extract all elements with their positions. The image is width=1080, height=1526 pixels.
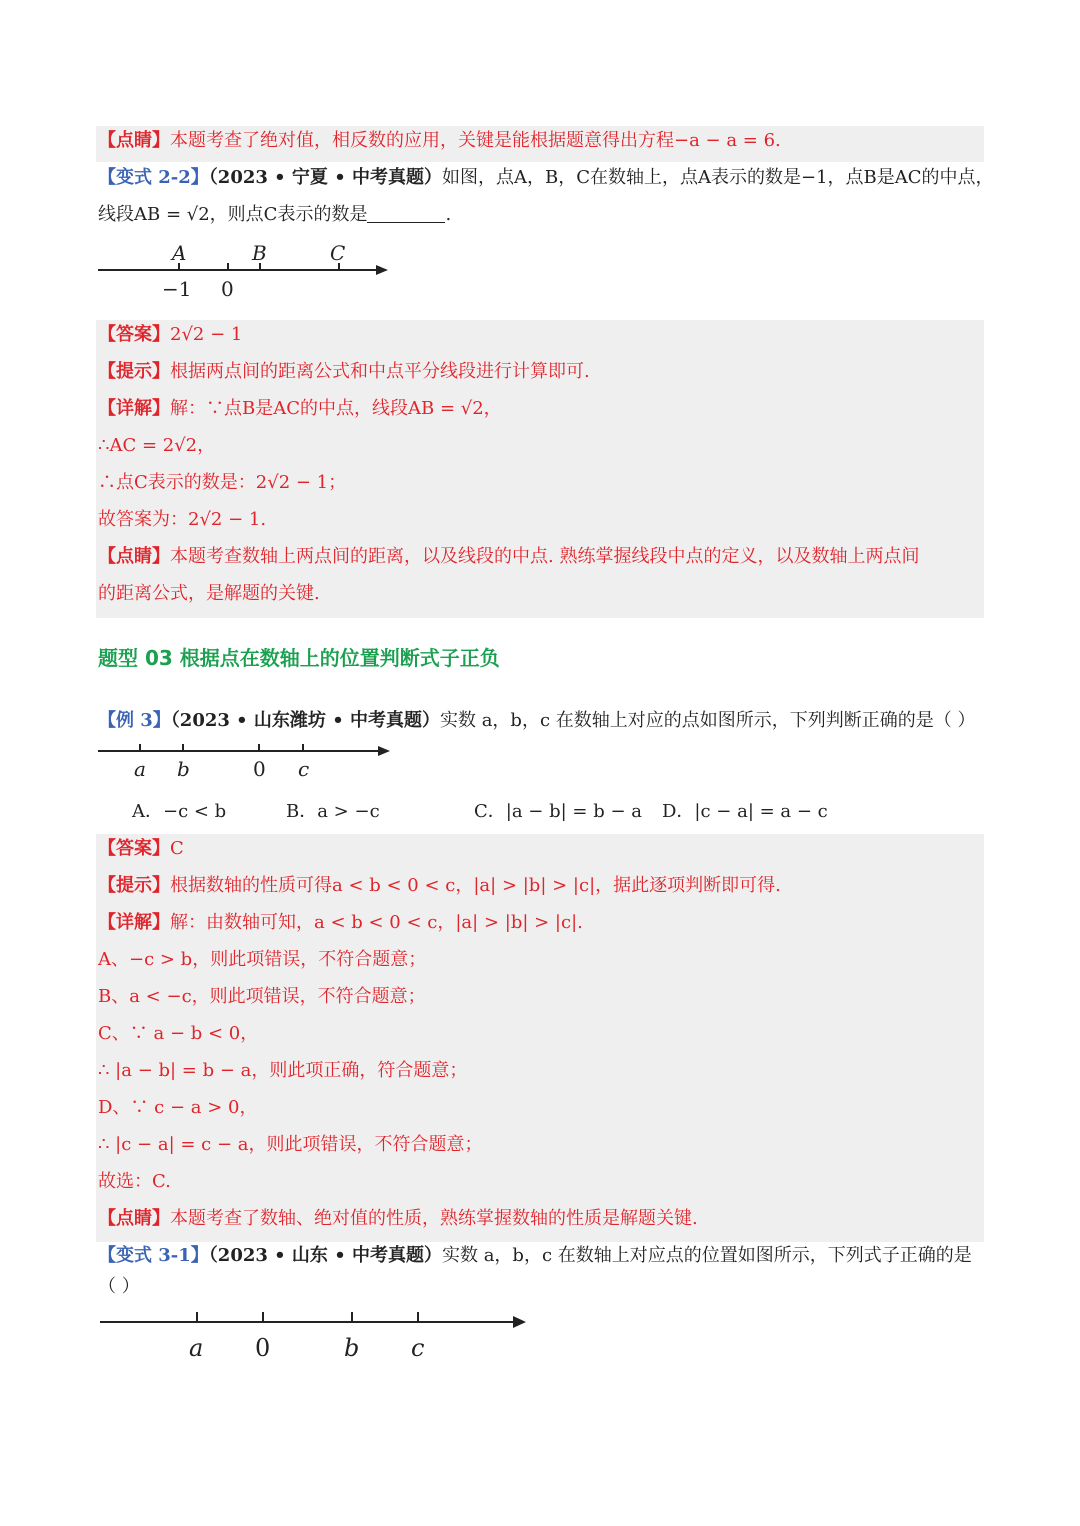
hint-tag: 【提示】 bbox=[98, 361, 170, 382]
hint-text: 根据数轴的性质可得a < b < 0 < c，|a| > |b| > |c|，据此逐项判断即可得. bbox=[170, 875, 781, 896]
answer-tag: 【答案】 bbox=[98, 324, 170, 345]
solution-step: A、−c > b，则此项错误，不符合题意； bbox=[98, 949, 427, 970]
label-a: a bbox=[134, 757, 146, 781]
example-tag: 【例 3】 bbox=[98, 710, 171, 731]
answer-blank bbox=[367, 204, 445, 223]
axis-arrow bbox=[513, 1316, 526, 1328]
number-line-figure bbox=[96, 1306, 536, 1366]
solution-step: ∴ |c − a| = c − a，则此项错误，不符合题意； bbox=[98, 1134, 483, 1155]
solution-step: 故答案为：2√2 − 1. bbox=[98, 509, 267, 530]
variant-question-line1 bbox=[98, 1241, 972, 1271]
variant-question-line2 bbox=[98, 200, 451, 230]
solution-step: ∴点C表示的数是：2√2 − 1； bbox=[98, 472, 347, 493]
detail-tag: 【详解】 bbox=[98, 912, 170, 933]
option-a: A．−c < b bbox=[132, 801, 227, 822]
note-line bbox=[98, 126, 781, 156]
variant-source: （2023 • 山东 • 中考真题） bbox=[208, 1245, 442, 1266]
note-tag: 【点睛】 bbox=[98, 130, 170, 151]
label-B: B bbox=[252, 241, 267, 265]
number-line-figure bbox=[96, 236, 396, 306]
solution-step: D、∵ c − a > 0， bbox=[98, 1097, 258, 1118]
label-c: c bbox=[298, 757, 310, 781]
option-d: D．|c − a| = a − c bbox=[662, 801, 828, 822]
hint-tag: 【提示】 bbox=[98, 875, 170, 896]
label-b: b bbox=[344, 1334, 360, 1362]
label-a: a bbox=[189, 1334, 204, 1362]
answer-line bbox=[98, 320, 242, 350]
answer-tag: 【答案】 bbox=[98, 838, 170, 859]
answer-value: 2√2 − 1 bbox=[170, 324, 243, 345]
detail-text: 解：∵点B是AC的中点，线段AB = √2， bbox=[170, 398, 502, 419]
solution-step: ∴AC = 2√2， bbox=[98, 435, 216, 456]
section-heading: 题型 03 根据点在数轴上的位置判断式子正负 bbox=[98, 646, 500, 670]
option-b: B．a > −c bbox=[286, 801, 380, 822]
example-source: （2023 • 山东潍坊 • 中考真题） bbox=[170, 710, 440, 731]
label-zero: 0 bbox=[221, 277, 234, 301]
note-text: 本题考查了数轴、绝对值的性质，熟练掌握数轴的性质是解题关键. bbox=[170, 1208, 698, 1229]
label-C: C bbox=[330, 241, 346, 265]
note-text-cont: 的距离公式，是解题的关键. bbox=[98, 583, 320, 604]
variant-text: 实数 a，b，c 在数轴上对应点的位置如图所示，下列式子正确的是 bbox=[441, 1245, 972, 1266]
label-c: c bbox=[411, 1334, 425, 1362]
note-tag: 【点睛】 bbox=[98, 1208, 170, 1229]
solution-step: B、a < −c，则此项错误，不符合题意； bbox=[98, 986, 426, 1007]
hint-line bbox=[98, 357, 590, 387]
solution-step: 故选：C. bbox=[98, 1171, 171, 1192]
detail-line bbox=[98, 908, 583, 938]
label-zero: 0 bbox=[253, 757, 266, 781]
answer-paren: （ ） bbox=[98, 1276, 140, 1297]
label-minus-one: −1 bbox=[162, 277, 192, 301]
solution-step: ∴ |a − b| = b − a，则此项正确，符合题意； bbox=[98, 1060, 468, 1081]
label-b: b bbox=[177, 757, 190, 781]
axis-arrow bbox=[378, 746, 390, 756]
variant-text2: 线段AB = √2，则点C表示的数是 bbox=[98, 204, 368, 225]
note-text: 本题考查了绝对值，相反数的应用，关键是能根据题意得出方程−a − a = 6. bbox=[170, 130, 781, 151]
example-text: 实数 a，b，c 在数轴上对应的点如图所示，下列判断正确的是（ ） bbox=[439, 710, 976, 731]
note-line bbox=[98, 1204, 698, 1234]
label-A: A bbox=[172, 241, 187, 265]
variant-tag: 【变式 2-2】 bbox=[98, 167, 209, 188]
option-c: C．|a − b| = b − a bbox=[474, 801, 642, 822]
example-question bbox=[98, 706, 975, 736]
solution-step: C、∵ a − b < 0， bbox=[98, 1023, 259, 1044]
variant-text: 如图，点A，B，C在数轴上，点A表示的数是−1，点B是AC的中点， bbox=[441, 167, 994, 188]
answer-value: C bbox=[170, 838, 184, 859]
detail-line bbox=[98, 394, 502, 424]
answer-line bbox=[98, 834, 184, 864]
detail-tag: 【详解】 bbox=[98, 398, 170, 419]
detail-text: 解：由数轴可知，a < b < 0 < c，|a| > |b| > |c|. bbox=[170, 912, 583, 933]
note-text: 本题考查数轴上两点间的距离，以及线段的中点. 熟练掌握线段中点的定义，以及数轴上两点间 bbox=[170, 546, 920, 567]
number-line-figure bbox=[96, 738, 396, 784]
variant-tag: 【变式 3-1】 bbox=[98, 1245, 209, 1266]
hint-line bbox=[98, 871, 781, 901]
label-zero: 0 bbox=[255, 1334, 271, 1362]
note-line bbox=[98, 542, 919, 572]
axis-arrow bbox=[376, 265, 388, 275]
note-tag: 【点睛】 bbox=[98, 546, 170, 567]
period: . bbox=[445, 204, 452, 225]
variant-question-line1 bbox=[98, 163, 994, 193]
hint-text: 根据两点间的距离公式和中点平分线段进行计算即可. bbox=[170, 361, 590, 382]
variant-source: （2023 • 宁夏 • 中考真题） bbox=[208, 167, 442, 188]
